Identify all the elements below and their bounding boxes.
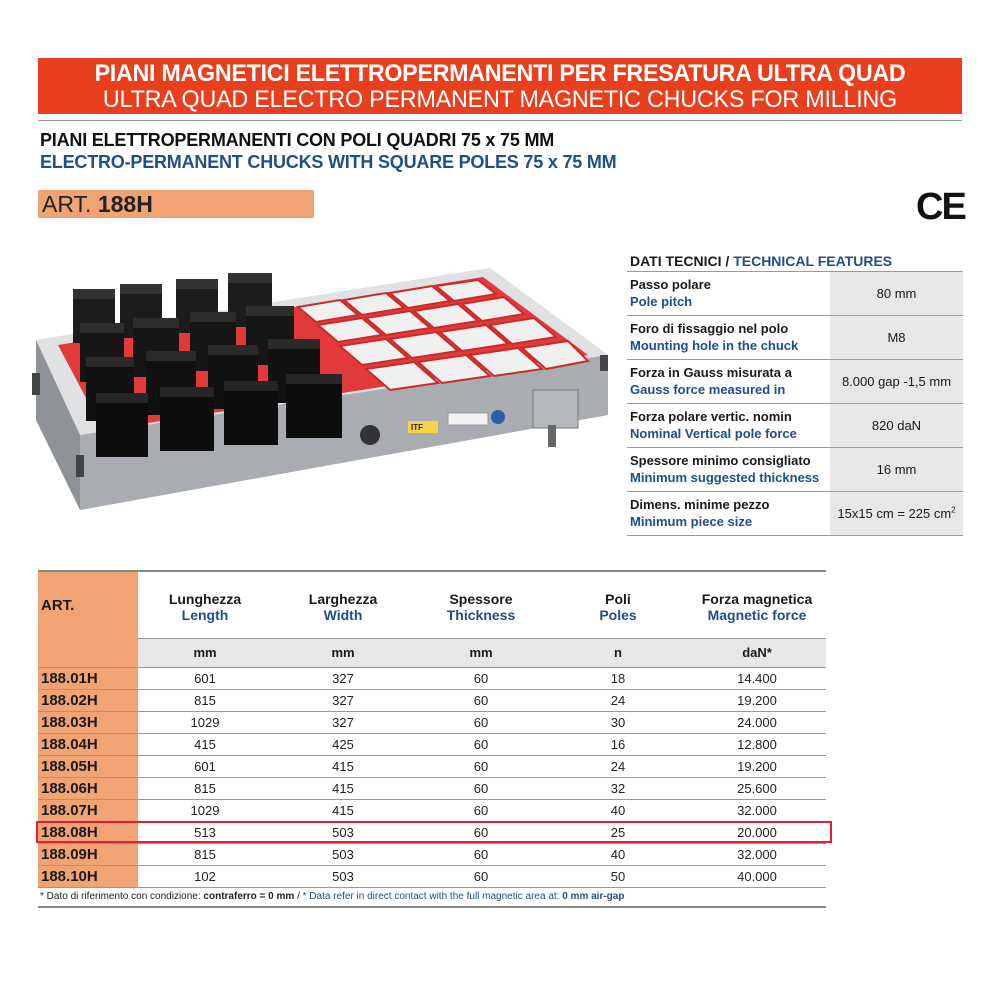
poles-cell: 18 xyxy=(610,671,626,686)
tech-row xyxy=(627,316,963,360)
table-header xyxy=(38,572,826,667)
table-row xyxy=(38,711,826,733)
thickness-cell: 60 xyxy=(473,671,489,686)
column-header-thickness xyxy=(414,572,548,638)
tech-label-it: Passo polare xyxy=(630,277,711,292)
unit-length: mm xyxy=(138,639,272,667)
table-body xyxy=(38,667,826,887)
length-cell: 1029 xyxy=(190,715,220,730)
tech-value: 80 mm xyxy=(830,272,963,315)
article-code-cell: 188.04H xyxy=(38,734,138,755)
width-cell: 503 xyxy=(332,869,354,884)
width-cell: 425 xyxy=(332,737,354,752)
table-row xyxy=(38,777,826,799)
tech-label-en: Minimum suggested thickness xyxy=(630,470,820,485)
force-cell: 32.000 xyxy=(737,803,777,818)
poles-cell: 40 xyxy=(610,847,626,862)
thickness-cell: 60 xyxy=(473,759,489,774)
table-row xyxy=(38,733,826,755)
force-cell: 32.000 xyxy=(737,847,777,862)
tech-label-en: Nominal Vertical pole force xyxy=(630,426,797,441)
footnote-en-bold: 0 mm air-gap xyxy=(562,891,625,902)
tech-label-en: Mounting hole in the chuck xyxy=(630,338,799,353)
tech-label-it: Dimens. minime pezzo xyxy=(630,497,770,512)
col-label-it: Spessore xyxy=(449,591,513,607)
article-code-cell: 188.07H xyxy=(38,800,138,821)
table-row xyxy=(38,667,826,689)
col-label-en: Poles xyxy=(599,607,637,623)
table-row xyxy=(38,689,826,711)
technical-features-table xyxy=(627,248,963,536)
thickness-cell: 60 xyxy=(473,803,489,818)
tech-row xyxy=(627,272,963,316)
length-cell: 815 xyxy=(194,693,216,708)
thickness-cell: 60 xyxy=(473,869,489,884)
force-cell: 12.800 xyxy=(737,737,777,752)
width-cell: 415 xyxy=(332,803,354,818)
product-image xyxy=(28,255,618,525)
thickness-cell: 60 xyxy=(473,781,489,796)
thickness-cell: 60 xyxy=(473,715,489,730)
column-header-length xyxy=(138,572,272,638)
article-label xyxy=(38,190,314,218)
tech-value: M8 xyxy=(830,316,963,359)
tech-row xyxy=(627,492,963,536)
divider xyxy=(38,120,962,121)
col-label-it: Poli xyxy=(605,591,631,607)
length-cell: 102 xyxy=(194,869,216,884)
footnote-sep: / xyxy=(294,891,303,902)
tech-value: 8.000 gap -1,5 mm xyxy=(830,360,963,403)
tech-value xyxy=(830,492,963,535)
tech-label-it: Foro di fissaggio nel polo xyxy=(630,321,789,336)
length-cell: 601 xyxy=(194,671,216,686)
unit-thickness: mm xyxy=(414,639,548,667)
length-cell: 1029 xyxy=(190,803,220,818)
tech-header-en: TECHNICAL FEATURES xyxy=(733,253,893,269)
article-prefix: ART. xyxy=(42,191,92,217)
tech-label-it: Forza polare vertic. nomin xyxy=(630,409,792,424)
poles-cell: 25 xyxy=(610,825,626,840)
title-italian: PIANI MAGNETICI ELETTROPERMANENTI PER FRESATURA ULTRA QUAD xyxy=(94,60,906,87)
article-code-cell: 188.03H xyxy=(38,712,138,733)
col-label-it: Forza magnetica xyxy=(701,591,813,607)
table-row xyxy=(38,799,826,821)
table-row xyxy=(38,865,826,887)
title-banner xyxy=(38,58,962,114)
width-cell: 415 xyxy=(332,759,354,774)
column-header-width xyxy=(272,572,414,638)
width-cell: 327 xyxy=(332,715,354,730)
length-cell: 601 xyxy=(194,759,216,774)
column-header-magnetic-force xyxy=(688,572,826,638)
tech-row xyxy=(627,360,963,404)
tech-label-en: Pole pitch xyxy=(630,294,693,309)
article-code-cell: 188.02H xyxy=(38,690,138,711)
tech-value: 820 daN xyxy=(830,404,963,447)
subtitle-english: ELECTRO-PERMANENT CHUCKS WITH SQUARE POLES 75 x 75 MM xyxy=(40,152,617,172)
width-cell: 503 xyxy=(332,825,354,840)
unit-width: mm xyxy=(272,639,414,667)
brand-label: ITF xyxy=(411,423,423,432)
article-code-cell: 188.01H xyxy=(38,668,138,689)
poles-cell: 50 xyxy=(610,869,626,884)
tech-label-en: Minimum piece size xyxy=(630,514,753,529)
tech-row xyxy=(627,404,963,448)
force-cell: 20.000 xyxy=(737,825,777,840)
unit-poles: n xyxy=(548,639,688,667)
thickness-cell: 60 xyxy=(473,825,489,840)
length-cell: 513 xyxy=(194,825,216,840)
force-cell: 19.200 xyxy=(737,693,777,708)
force-cell: 40.000 xyxy=(737,869,777,884)
subtitle-italian: PIANI ELETTROPERMANENTI CON POLI QUADRI 75 x 75 MM xyxy=(40,130,555,150)
art-header-label: ART. xyxy=(41,597,75,614)
footnote-rule xyxy=(38,906,826,908)
highlighted-row-outline xyxy=(36,821,832,843)
tech-header xyxy=(627,248,963,272)
article-code-cell: 188.09H xyxy=(38,844,138,865)
width-cell: 327 xyxy=(332,693,354,708)
force-cell: 14.400 xyxy=(737,671,777,686)
table-row xyxy=(38,755,826,777)
poles-cell: 24 xyxy=(610,759,626,774)
col-label-en: Magnetic force xyxy=(707,607,807,623)
thickness-cell: 60 xyxy=(473,847,489,862)
width-cell: 503 xyxy=(332,847,354,862)
length-cell: 415 xyxy=(194,737,216,752)
poles-cell: 40 xyxy=(610,803,626,818)
thickness-cell: 60 xyxy=(473,693,489,708)
article-code-cell: 188.06H xyxy=(38,778,138,799)
col-label-it: Lunghezza xyxy=(168,591,242,607)
footnote xyxy=(40,891,624,902)
tech-row xyxy=(627,448,963,492)
col-label-it: Larghezza xyxy=(308,591,378,607)
width-cell: 327 xyxy=(332,671,354,686)
poles-cell: 30 xyxy=(610,715,626,730)
footnote-it-prefix: * Dato di riferimento con condizione: xyxy=(40,891,204,902)
unit-force: daN* xyxy=(688,639,826,667)
force-cell: 24.000 xyxy=(737,715,777,730)
tech-header-it: DATI TECNICI / xyxy=(630,253,730,269)
table-bottom-rule xyxy=(38,887,826,888)
tech-value-superscript: 2 xyxy=(951,505,956,515)
footnote-it-bold: contraferro = 0 mm xyxy=(203,891,295,902)
title-english: ULTRA QUAD ELECTRO PERMANENT MAGNETIC CHUCKS FOR MILLING xyxy=(102,86,898,113)
col-label-en: Width xyxy=(323,607,363,623)
article-code-cell: 188.08H xyxy=(38,822,138,843)
thickness-cell: 60 xyxy=(473,737,489,752)
width-cell: 415 xyxy=(332,781,354,796)
ce-mark-icon: CE xyxy=(916,186,965,228)
tech-label-en: Gauss force measured in xyxy=(630,382,786,397)
col-label-en: Length xyxy=(181,607,229,623)
col-label-en: Thickness xyxy=(446,607,516,623)
length-cell: 815 xyxy=(194,781,216,796)
footnote-en-prefix: * Data refer in direct contact with the full magnetic area at: xyxy=(302,891,563,902)
tech-value: 16 mm xyxy=(830,448,963,491)
tech-label-it: Spessore minimo consigliato xyxy=(630,453,811,468)
article-code-cell: 188.05H xyxy=(38,756,138,777)
art-column-header xyxy=(38,572,138,667)
force-cell: 19.200 xyxy=(737,759,777,774)
table-row xyxy=(38,843,826,865)
article-code: 188H xyxy=(97,191,153,217)
column-header-poles xyxy=(548,572,688,638)
poles-cell: 24 xyxy=(610,693,626,708)
poles-cell: 32 xyxy=(610,781,626,796)
tech-label-it: Forza in Gauss misurata a xyxy=(630,365,792,380)
tech-value-text: 15x15 cm = 225 cm xyxy=(837,506,952,521)
length-cell: 815 xyxy=(194,847,216,862)
force-cell: 25.600 xyxy=(737,781,777,796)
poles-cell: 16 xyxy=(610,737,626,752)
article-code-cell: 188.10H xyxy=(38,866,138,887)
